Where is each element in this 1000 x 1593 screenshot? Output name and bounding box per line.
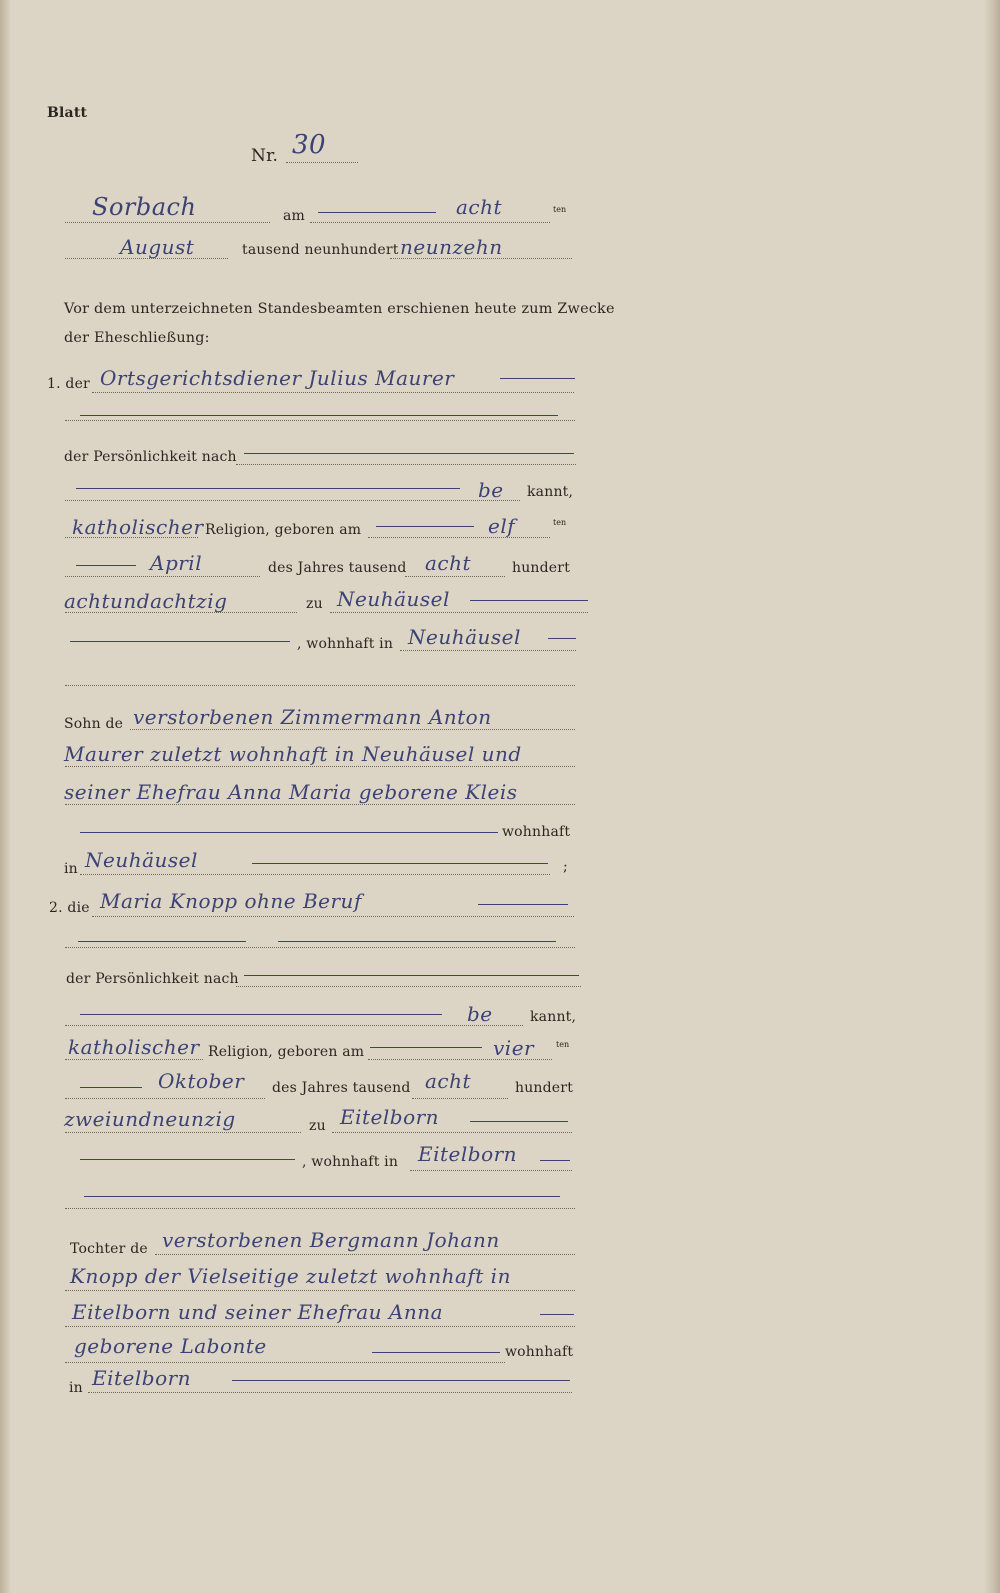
bride-residence-tail (540, 1160, 570, 1161)
groom-residence-tail (548, 638, 576, 639)
bride-birth-month: Oktober (158, 1069, 245, 1093)
bride-birth-place: Eitelborn (340, 1105, 440, 1129)
intro-text-line-2: der Eheschließung: (64, 330, 210, 346)
groom-parents-line-2: Maurer zuletzt wohnhaft in Neuhäusel und (64, 742, 522, 766)
blatt-label: Blatt (47, 105, 88, 121)
bride-name-line-2 (65, 947, 575, 948)
bride-parents-tail-4 (372, 1352, 500, 1353)
groom-parents-residence-line (80, 874, 550, 875)
groom-residence-dash (70, 641, 290, 642)
groom-religion: katholischer (72, 515, 204, 539)
groom-known-line (65, 500, 520, 501)
page-edge (984, 0, 1000, 1593)
groom-ten-suffix: ten (553, 518, 567, 527)
bride-birth-year-line (65, 1132, 301, 1133)
bride-parents-line-3: Eitelborn und seiner Ehefrau Anna (72, 1300, 444, 1324)
bride-religion-label: Religion, geboren am (208, 1044, 365, 1060)
bride-personality-label: der Persönlichkeit nach (66, 971, 239, 987)
year-line (390, 258, 572, 259)
am-label: am (283, 208, 306, 224)
bride-parents-dots-1 (155, 1254, 575, 1255)
bride-personality-line (236, 986, 581, 987)
groom-birth-year: achtundachtzig (64, 589, 228, 613)
bride-ten-suffix: ten (556, 1040, 570, 1049)
bride-birth-year: zweiundneunzig (64, 1107, 236, 1131)
groom-residence-line-2 (65, 685, 575, 686)
groom-parents-line-1: verstorbenen Zimmermann Anton (133, 705, 492, 729)
bride-parents-dots-2 (65, 1290, 575, 1291)
bride-residence-dash-2 (84, 1196, 560, 1197)
day-line (310, 222, 550, 223)
bride-birth-day-line (368, 1059, 552, 1060)
groom-birth-month-line (65, 576, 260, 577)
number-line (286, 162, 358, 163)
bride-birth-day-dash (370, 1047, 482, 1048)
groom-residence: Neuhäusel (408, 625, 521, 649)
groom-residence-line (400, 650, 576, 651)
bride-birth-century: acht (425, 1069, 472, 1093)
bride-known-line (65, 1025, 523, 1026)
marriage-day: acht (456, 195, 503, 219)
groom-parents-dots-3 (65, 804, 575, 805)
groom-parents-dots-2 (65, 766, 575, 767)
bride-birth-day: vier (493, 1036, 535, 1060)
groom-known-prefix: be (478, 478, 504, 502)
bride-parents-residence-line (88, 1392, 572, 1393)
bride-residence-line (410, 1170, 572, 1171)
bride-parents-tail-3 (540, 1314, 574, 1315)
bride-religion: katholischer (68, 1035, 200, 1059)
record-number: 30 (292, 130, 327, 160)
groom-parents-residence-tail (252, 863, 548, 864)
groom-parents-in-label: in (64, 861, 78, 877)
bride-name-line (92, 916, 574, 917)
groom-birth-century-line (405, 576, 505, 577)
bride-name-tail (478, 904, 568, 905)
bride-zu-label: zu (309, 1118, 326, 1134)
groom-zu-label: zu (306, 596, 323, 612)
groom-birth-day-line (368, 537, 550, 538)
bride-known-prefix: be (467, 1002, 493, 1026)
bride-parents-dots-3 (65, 1326, 575, 1327)
bride-parents-in-label: in (69, 1380, 83, 1396)
groom-birth-place-tail (470, 600, 588, 601)
bride-wohnhaft-label: , wohnhaft in (302, 1154, 399, 1170)
groom-sohn-label: Sohn de (64, 716, 124, 732)
bride-known-dash (80, 1014, 442, 1015)
groom-semicolon: ; (563, 859, 568, 875)
groom-personality-dash (244, 453, 574, 454)
bride-residence-line-2 (65, 1208, 575, 1209)
marriage-year: neunzehn (400, 235, 503, 259)
bride-des-jahres-label: des Jahres tausend (272, 1080, 411, 1096)
marriage-month: August (120, 235, 195, 259)
groom-parents-line-3: seiner Ehefrau Anna Maria geborene Kleis (64, 780, 518, 804)
groom-hundert-label: hundert (512, 560, 571, 576)
groom-item-label: 1. der (47, 376, 90, 392)
bride-parents-line-4: geborene Labonte (74, 1334, 267, 1358)
intro-text-line-1: Vor dem unterzeichneten Standesbeamten erschienen heute zum Zwecke (64, 301, 615, 317)
groom-personality-line (236, 464, 576, 465)
bride-kannt-label: kannt, (530, 1009, 577, 1025)
bride-personality-dash (244, 975, 579, 976)
bride-tochter-label: Tochter de (70, 1241, 148, 1257)
bride-item-label: 2. die (49, 900, 90, 916)
bride-religion-line (65, 1059, 203, 1060)
bride-residence-dash (80, 1159, 295, 1160)
groom-birth-month: April (150, 551, 203, 575)
bride-parents-dots-4 (65, 1362, 505, 1363)
number-label: Nr. (251, 146, 279, 166)
bride-parents-line-2: Knopp der Vielseitige zuletzt wohnhaft in (70, 1264, 511, 1288)
groom-birth-year-line (65, 612, 297, 613)
groom-parents-dots-1 (130, 729, 575, 730)
bride-birth-place-tail (470, 1121, 568, 1122)
groom-parents-residence: Neuhäusel (85, 848, 198, 872)
groom-religion-line (65, 537, 198, 538)
groom-birth-place: Neuhäusel (337, 587, 450, 611)
groom-personality-label: der Persönlichkeit nach (64, 449, 237, 465)
bride-parents-residence-tail (232, 1380, 570, 1381)
tausend-neunhundert-label: tausend neunhundert (242, 242, 399, 258)
groom-des-jahres-label: des Jahres tausend (268, 560, 407, 576)
marriage-place: Sorbach (92, 193, 197, 221)
bride-name-dash-2a (78, 941, 246, 942)
bride-parents-wohnhaft-label: wohnhaft (505, 1344, 574, 1360)
bride-parents-line-1: verstorbenen Bergmann Johann (162, 1228, 500, 1252)
groom-name-line (92, 392, 574, 393)
bride-name-dash-2b (278, 941, 556, 942)
groom-known-dash (76, 488, 460, 489)
bride-parents-residence: Eitelborn (92, 1366, 192, 1390)
bride-hundert-label: hundert (515, 1080, 574, 1096)
groom-name-dash-2 (80, 415, 558, 416)
groom-name-tail (500, 378, 575, 379)
groom-kannt-label: kannt, (527, 484, 574, 500)
groom-birth-month-dash (76, 565, 136, 566)
groom-parents-wohnhaft-label: wohnhaft (502, 824, 571, 840)
groom-birth-day-dash (376, 526, 474, 527)
bride-birth-place-line (332, 1132, 572, 1133)
month-line (65, 258, 228, 259)
groom-birth-century: acht (425, 551, 472, 575)
bride-residence: Eitelborn (418, 1142, 518, 1166)
bride-birth-century-line (412, 1098, 508, 1099)
groom-birth-place-line (330, 612, 588, 613)
bride-birth-month-dash (80, 1087, 142, 1088)
groom-wohnhaft-label: , wohnhaft in (297, 636, 394, 652)
groom-parents-dash-4 (80, 832, 498, 833)
bride-birth-month-line (65, 1098, 265, 1099)
ten-suffix: ten (553, 205, 567, 214)
groom-religion-label: Religion, geboren am (205, 522, 362, 538)
bride-name: Maria Knopp ohne Beruf (100, 889, 362, 913)
groom-name-line-2 (65, 420, 575, 421)
groom-birth-day: elf (488, 514, 516, 538)
place-line (65, 222, 270, 223)
date-dash (318, 212, 436, 213)
groom-name: Ortsgerichtsdiener Julius Maurer (100, 366, 455, 390)
